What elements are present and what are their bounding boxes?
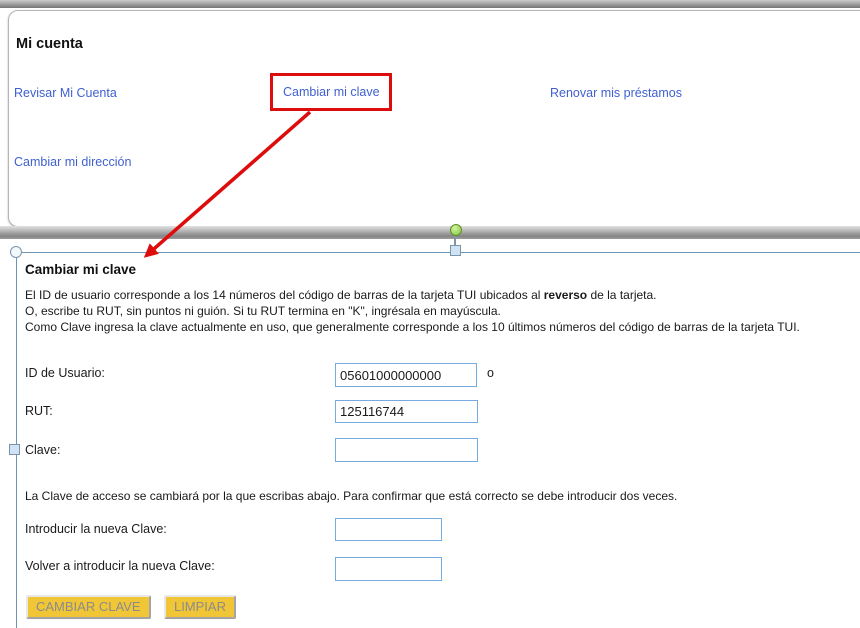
instruction-line-3: Como Clave ingresa la clave actualmente en uso, que generalmente corresponde a los 10 últimos números del código de barras de la tarjeta TUI. [25, 320, 800, 334]
id-usuario-label: ID de Usuario: [25, 366, 105, 380]
resize-handle-left[interactable] [9, 444, 20, 455]
account-panel [8, 10, 860, 227]
mid-gradient-divider [0, 226, 860, 239]
cambiar-clave-button[interactable]: CAMBIAR CLAVE [26, 595, 151, 619]
instruction-line-1-pre: El ID de usuario corresponde a los 14 números del código de barras de la tarjeta TUI ubicados al [25, 288, 544, 302]
resize-handle-top-left[interactable] [10, 246, 22, 258]
button-row [26, 595, 245, 619]
id-usuario-suffix-o: o [487, 366, 494, 380]
confirm-note: La Clave de acceso se cambiará por la que escribas abajo. Para confirmar que está correcto se debe introducir dos veces. [25, 489, 678, 503]
clave-label: Clave: [25, 443, 61, 457]
form-title: Cambiar mi clave [25, 262, 137, 277]
instruction-line-2: O, escribe tu RUT, sin puntos ni guión. Si tu RUT termina en "K", ingrésala en mayúscula. [25, 304, 501, 318]
resize-handle-top[interactable] [450, 245, 461, 256]
instruction-line-1-post: de la tarjeta. [587, 288, 657, 302]
limpiar-button[interactable]: LIMPIAR [164, 595, 236, 619]
rut-label: RUT: [25, 404, 53, 418]
id-usuario-input[interactable] [335, 363, 477, 387]
clave-input[interactable] [335, 438, 478, 462]
rut-input[interactable] [335, 400, 478, 423]
link-cambiar-mi-direccion[interactable]: Cambiar mi dirección [14, 155, 132, 169]
repetir-nueva-clave-label: Volver a introducir la nueva Clave: [25, 559, 215, 573]
nueva-clave-label: Introducir la nueva Clave: [25, 522, 167, 536]
link-cambiar-mi-clave[interactable]: Cambiar mi clave [283, 85, 380, 99]
highlight-box [270, 73, 392, 111]
instruction-line-1 [25, 288, 657, 302]
nueva-clave-input[interactable] [335, 518, 442, 541]
instruction-line-1-bold: reverso [543, 288, 588, 302]
rotation-handle[interactable] [450, 224, 462, 236]
link-revisar-mi-cuenta[interactable]: Revisar Mi Cuenta [14, 86, 117, 100]
link-renovar-mis-prestamos[interactable]: Renovar mis préstamos [550, 86, 682, 100]
account-panel-title: Mi cuenta [16, 36, 83, 52]
top-gradient-divider [0, 0, 860, 8]
repetir-nueva-clave-input[interactable] [335, 557, 442, 581]
